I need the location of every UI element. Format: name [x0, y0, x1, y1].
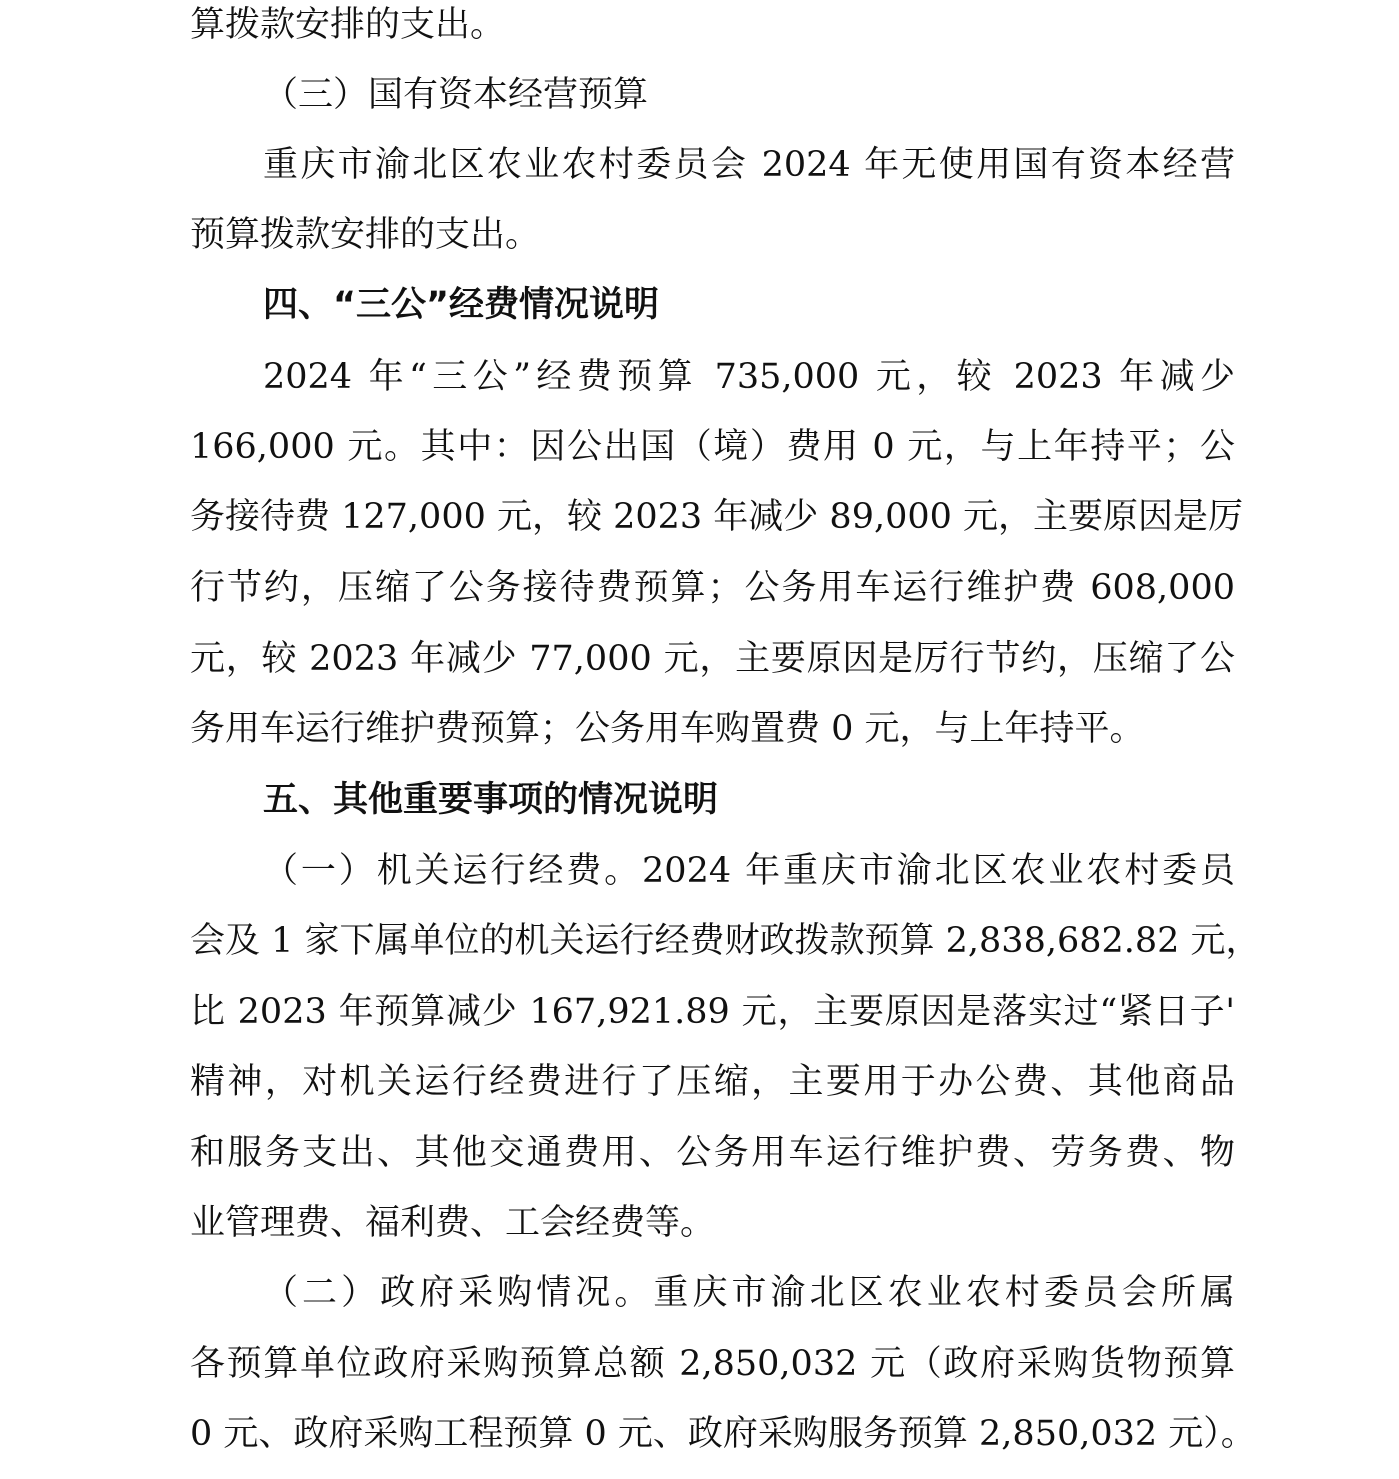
- text-line: 各预算单位政府采购预算总额 2,850,032 元（政府采购货物预算: [190, 1344, 1235, 1384]
- text-line: 业管理费、福利费、工会经费等。: [190, 1203, 716, 1243]
- section-heading: 五、其他重要事项的情况说明: [263, 780, 719, 820]
- text-line: 元，较 2023 年减少 77,000 元，主要原因是厉行节约，压缩了公: [190, 639, 1235, 679]
- text-line: （一）机关运行经费。2024 年重庆市渝北区农业农村委员: [263, 851, 1235, 891]
- text-line: 务接待费 127,000 元，较 2023 年减少 89,000 元，主要原因是厉: [190, 497, 1244, 537]
- section-heading: 四、“三公”经费情况说明: [263, 285, 660, 325]
- text-line: 务用车运行维护费预算；公务用车购置费 0 元，与上年持平。: [190, 709, 1145, 749]
- text-line: 比 2023 年预算减少 167,921.89 元，主要原因是落实过“紧日子': [190, 992, 1235, 1032]
- text-line: 行节约，压缩了公务接待费预算；公务用车运行维护费 608,000: [190, 568, 1235, 608]
- text-line: 会及 1 家下属单位的机关运行经费财政拨款预算 2,838,682.82 元，: [190, 921, 1261, 961]
- text-line: 精神，对机关运行经费进行了压缩，主要用于办公费、其他商品: [190, 1062, 1235, 1102]
- text-line: 预算拨款安排的支出。: [190, 215, 541, 255]
- text-line: （二）政府采购情况。重庆市渝北区农业农村委员会所属: [263, 1273, 1235, 1313]
- text-line: 166,000 元。其中：因公出国（境）费用 0 元，与上年持平；公: [190, 427, 1235, 467]
- text-line: 算拨款安排的支出。: [190, 5, 506, 45]
- text-line: 2024 年“三公”经费预算 735,000 元，较 2023 年减少: [263, 357, 1235, 397]
- text-line: 0 元、政府采购工程预算 0 元、政府采购服务预算 2,850,032 元）。: [190, 1414, 1256, 1454]
- text-line: 重庆市渝北区农业农村委员会 2024 年无使用国有资本经营: [263, 145, 1235, 185]
- subheading: （三）国有资本经营预算: [263, 75, 649, 115]
- text-line: 和服务支出、其他交通费用、公务用车运行维护费、劳务费、物: [190, 1133, 1235, 1173]
